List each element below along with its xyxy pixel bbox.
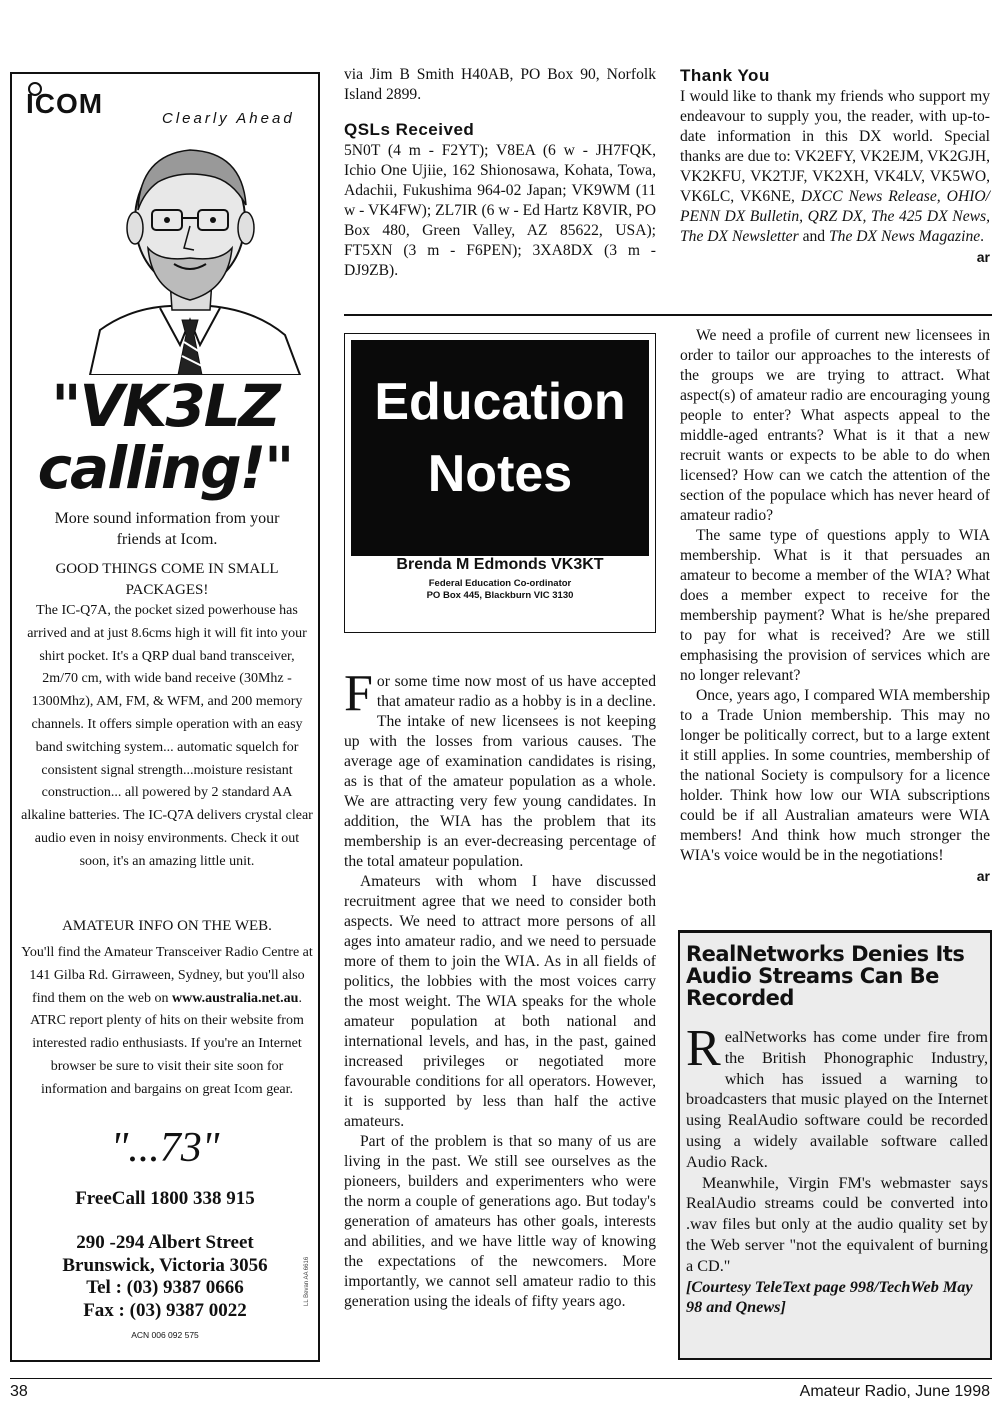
icom-logo: ICOM [26,88,104,119]
advert-section1-title: GOOD THINGS COME IN SMALL PACKAGES! [55,561,279,598]
advert-website-link[interactable]: www.australia.net.au [172,990,299,1006]
magazine-issue: Amateur Radio, June 1998 [799,1383,990,1400]
education-title-line1: Education [374,373,626,431]
advert-sign-off: "...73" [110,1125,220,1171]
advert-section2-title: AMATEUR INFO ON THE WEB. [62,918,272,934]
thanks-heading: Thank You [680,66,770,85]
advert-headline-line1: "VK3LZ [51,372,279,440]
education-column-1 [344,665,656,1312]
advert-section1-body: The IC-Q7A, the pocket sized powerhouse has arrived and at just 8.6cms high it will fit into your shirt pocket. It's a QRP dual band transceiver, 2m/70 cm, with wide band receive (30Mhz - 1300Mhz), AM, FM, & WFM, and 200 memory channels. It offers simple operation with an easy band switching system... automatic squelch for consistent signal strength...moisture resistant construction... all powered by 2 standard AA alkaline batteries. The IC-Q7A delivers crystal clear audio even in noisy environments. Check it out soon, it's an amazing little unit. [21,603,313,869]
education-title-line2: Notes [427,445,573,503]
advert-freecall: FreeCall 1800 338 915 [75,1188,255,1209]
advert-intro: More sound information from your friends at Icom. [54,510,280,548]
realnetworks-paragraph-2: Meanwhile, Virgin FM's webmaster says RealAudio streams could be converted into .wav files but only at the audio quality set by the Web server "not the equivalent of burning a CD." [686,1173,988,1275]
dx-column-middle [344,65,656,281]
qsl-body: 5N0T (4 m - F2YT); V8EA (6 w - JH7FQK, Ichio One Ujiie, 162 Shionosawa, Kohata, Towa, Adachii, Fukushima 964-02 Japan; VK9WM (11 w - VK4FW); ZL7IR (6 w - Ed Hartz K8VIR, PO Box 480, Green Valley, AZ 85622, USA); FT5XN (3 m - F6PEN); 3XA8DX (3 m - DJ9ZB). [344,142,656,279]
education-paragraph-3: Part of the problem is that so many of us are living in the past. We still see ourselves as the pioneers, builders and experimenters who were the norm a couple of generations ago. But today's generation of amateurs has other goals, interests and abilities, and we have little way of knowing the expectations of the newcomers. More importantly, we cannot sell amateur radio to this generation using the ideals of fifty years ago. [344,1133,656,1310]
education-paragraph-5: The same type of questions apply to WIA membership. What is it that persuades an amateur to become a member of the WIA? What does a member expect to receive for the membership payment? What is he/she prepared to pay for what is received? Are we still emphasising the provision of services which are no longer relevant? [680,527,990,684]
footer-rule [10,1378,992,1379]
advert-agency-credit: LL Bevan AA 6616 [304,1256,310,1306]
education-author-role: Federal Education Co-ordinator [428,578,572,589]
dx-address-continued: via Jim B Smith H40AB, PO Box 90, Norfolk Island 2899. [344,66,656,103]
advert-section2-text-b: . ATRC report plenty of hits on their website from interested radio enthusiasts. If you're an Internet browser be sure to visit their site soon for information and bargains on great Icom gear. [30,990,304,1097]
thanks-end: . [980,228,985,245]
education-end-mark: ar [976,868,990,884]
realnetworks-drop-cap: R [686,1020,721,1077]
education-paragraph-1-text: or some time now most of us have accepted that amateur radio as a hobby is in a decline. The intake of new licensees is not keeping up with the losses from various causes. The average age of examination candidates is rising, as is that of the amateur population as a whole. We are attracting very few young candidates. In addition, the WIA has the problem that its membership is an ever-decreasing percentage of the total amateur population. [344,673,656,870]
advert-headline-line2: calling!" [37,434,293,502]
thanks-publication-last: The DX News Magazine [829,228,981,245]
thanks-body [680,87,990,265]
icom-tagline: Clearly Ahead [162,110,295,127]
education-title-block [351,340,649,556]
advert-acn: ACN 006 092 575 [131,1330,199,1340]
education-column-2 [680,326,990,886]
advert-address-line2: Brunswick, Victoria 3056 [62,1254,268,1276]
education-paragraph-4: We need a profile of current new licensees in order to tailor our approaches to the interests of the groups we are trying to attract. What aspect(s) of amateur radio are encouraging young people to enter? What aspects appeal to the middle-aged entrants? What is it that a new recruit wants or expects to be able to do when licensed? How can we catch the attention of the section of the populace which has never heard of amateur radio? [680,327,990,524]
realnetworks-body [686,1020,988,1318]
dx-end-mark: ar [976,249,990,265]
realnetworks-headline: RealNetworks Denies Its Audio Streams Can Be Recorded [686,942,965,1010]
section-divider [344,314,992,316]
thanks-text: I would like to thank my friends who support my endeavour to supply you, the reader, with up-to-date information in this DX world. Special thanks are due to: VK2EFY, VK2EJM, VK2GJH, VK2KFU, VK2TJF, VK2XH, VK4LV, VK5WO, VK6LC, VK6NE, [680,88,990,205]
icom-advert [10,72,320,1362]
man-portrait-illustration [60,130,320,375]
page-number: 38 [10,1383,28,1400]
education-paragraph-6: Once, years ago, I compared WIA membership to a Trade Union membership. This may no longer be politically correct, but to a large extent it still applies. In some countries, membership of the national Society is compulsory for a licence holder. Think how low our WIA subscriptions could be if all Australian amateurs were WIA members! And think how much stronger the WIA's voice would be in the negotiations! [680,687,990,864]
education-author-details [345,578,655,602]
education-paragraph-1 [344,665,656,872]
education-notes-header-box [344,333,656,633]
advert-section2-text-a: You'll find the Amateur Transceiver Radio Centre at 141 Gilba Rd. Girraween, Sydney, but you'll also find them on the web on [21,945,313,1006]
thanks-and: and [798,228,829,245]
realnetworks-news-box [678,930,992,1360]
qsl-heading: QSLs Received [344,120,475,139]
realnetworks-paragraph-1 [686,1020,988,1173]
dx-column-right [680,65,990,267]
advert-address [12,1232,318,1322]
education-paragraph-2: Amateurs with whom I have discussed recruitment agree that we need to consider both aspects. We need to attract more persons of all ages into amateur radio, and we need to persuade more of them to join the WIA. As in all fields of politics, the lobbies with the most voices carry the most weight. The WIA speaks for the whole amateur population at both national and international levels, and has, in the past, gained increased privileges or negotiated more favourable conditions for all operators. However, it is supported by less than half the active amateurs. [344,873,656,1130]
realnetworks-credit: [Courtesy TeleText page 998/TechWeb May 98 and Qnews] [686,1277,973,1317]
advert-tel: Tel : (03) 9387 0666 [86,1277,244,1298]
advert-section2-body [20,942,314,1102]
thanks-publications: DXCC News Release, OHIO/ PENN DX Bulletin, QRZ DX, The 425 DX News, The DX Newsletter [680,188,990,245]
advert-address-line1: 290 -294 Albert Street [76,1232,254,1253]
advert-fax: Fax : (03) 9387 0022 [83,1299,247,1321]
education-drop-cap: F [344,665,373,722]
education-author-address: PO Box 445, Blackburn VIC 3130 [426,590,574,601]
education-author: Brenda M Edmonds VK3KT [396,556,604,573]
realnetworks-paragraph-1-text: ealNetworks has come under fire from the British Phonographic Industry, which has issued a warning to broadcasters that music played on the Internet using RealAudio software could be recorded using a widely available software called Audio Rack. [686,1028,988,1171]
